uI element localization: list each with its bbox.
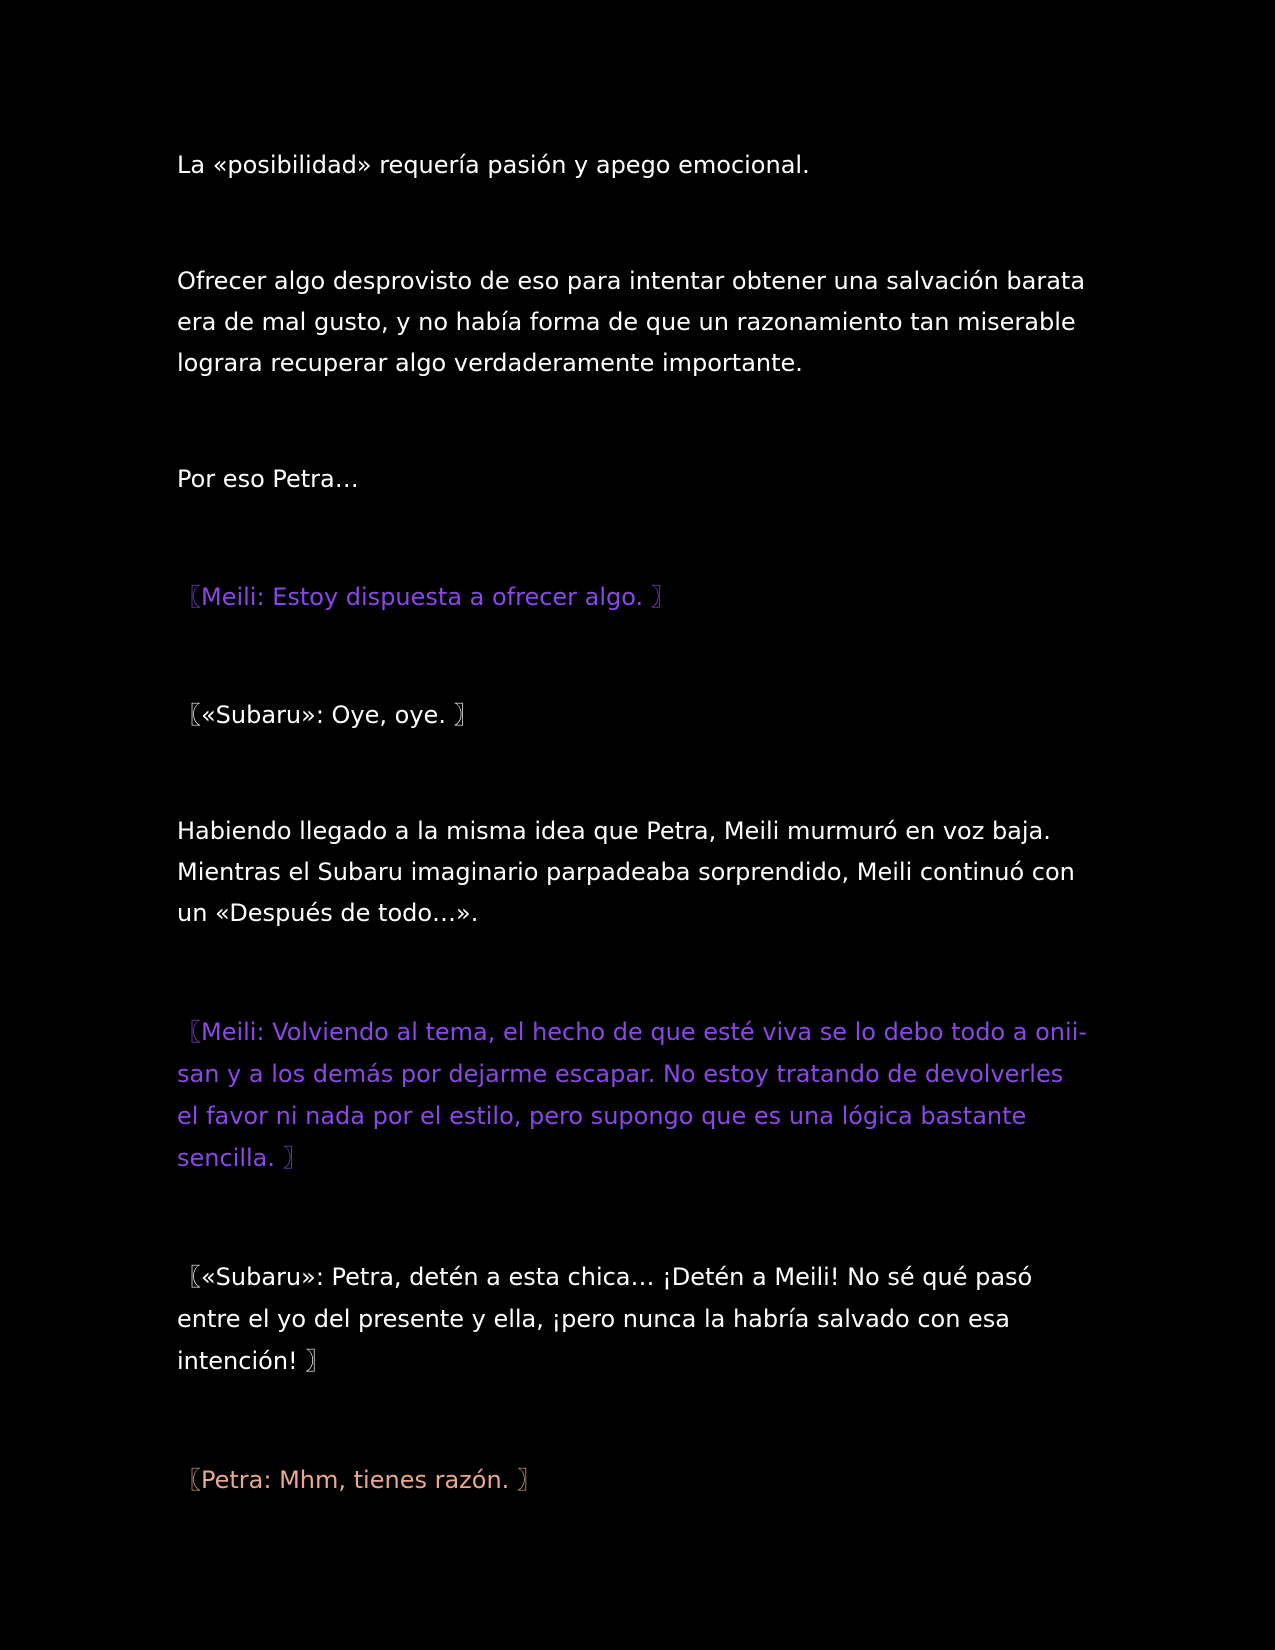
dialogue-meili: 〖Meili: Estoy dispuesta a ofrecer algo. 〗	[177, 583, 675, 611]
narration-paragraph: Habiendo llegado a la misma idea que Petra, Meili murmuró en voz baja. Mientras el Subaru imaginario parpadeaba sorprendido, Meili continuó con un «Después de todo…».	[177, 817, 1075, 927]
dialogue-petra: 〖Petra: Mhm, tienes razón. 〗	[177, 1466, 541, 1494]
dialogue-meili: 〖Meili: Volviendo al tema, el hecho de que esté viva se lo debo todo a onii-san y a los demás por dejarme escapar. No estoy tratando de devolverles el favor ni nada por el estilo, pero supongo que es una lógica bastante sencilla. 〗	[177, 1018, 1088, 1172]
dialogue-subaru: 〖«Subaru»: Oye, oye. 〗	[177, 701, 478, 729]
narration-paragraph: Por eso Petra…	[177, 465, 359, 493]
dialogue-subaru: 〖«Subaru»: Petra, detén a esta chica… ¡Detén a Meili! No sé qué pasó entre el yo del presente y ella, ¡pero nunca la habría salvado con esa intención! 〗	[177, 1263, 1033, 1375]
narration-paragraph: La «posibilidad» requería pasión y apego emocional.	[177, 151, 810, 179]
narration-paragraph: Ofrecer algo desprovisto de eso para intentar obtener una salvación barata era de mal gusto, y no había forma de que un razonamiento tan miserable lograra recuperar algo verdaderamente importante.	[177, 267, 1086, 377]
